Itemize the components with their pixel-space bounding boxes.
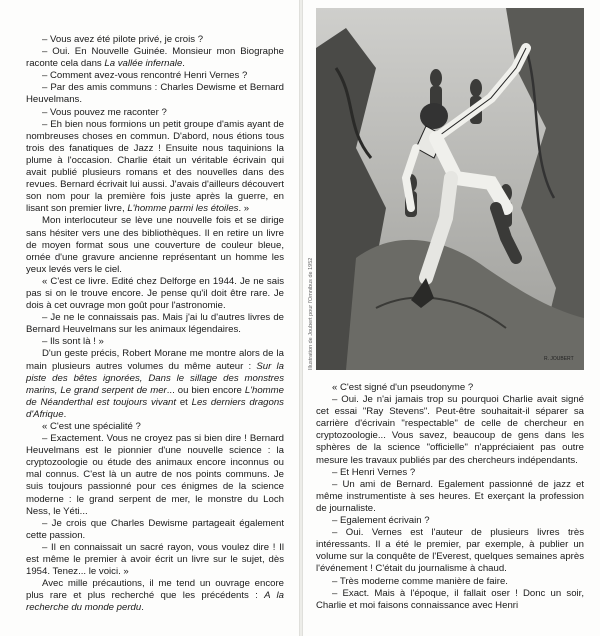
left-paragraph: – Eh bien nous formions un petit groupe d'amis ayant de nombreuses choses en commun. D'abord, nous étions tous trois des fanatiques de Jazz ! Ensuite nous taquinions la plume à l'occasion. Charlie était un véritable écrivain qui avait publié plusieurs romans et des nouvelles dans des revues. Bernard écrivait lui aussi. J'avais d'ailleurs découvert son nom pour la première fois juste après la guerre, en lisant son premier livre, L'homme parmi les étoiles. » xyxy=(26,118,285,215)
illustration xyxy=(316,8,584,370)
left-paragraph: – Oui. En Nouvelle Guinée. Monsieur mon Biographe raconte cela dans La vallée infernale. xyxy=(26,46,284,70)
left-paragraph: « C'est une spécialité ? xyxy=(42,421,141,432)
right-paragraph: – Exact. Mais à l'époque, il fallait oser ! Donc un soir, Charlie et moi faisons connaissance avec Henri xyxy=(316,587,584,611)
left-paragraph: – Je ne le connaissais pas. Mais j'ai lu d'autres livres de Bernard Heuvelmans sur les animaux légendaires. xyxy=(26,312,284,336)
right-paragraph: – Très moderne comme manière de faire. xyxy=(332,575,508,587)
left-page-text xyxy=(26,34,284,615)
right-paragraph: – Et Henri Vernes ? xyxy=(332,466,416,478)
right-paragraph: – Egalement écrivain ? xyxy=(332,515,430,527)
left-paragraph: D'un geste précis, Robert Morane me montre alors de la main plusieurs autres volumes du même auteur : Sur la piste des bêtes ignorées, Dans le sillage des monstres marins, Le grand serpent de mer... ou bien encore L'homme de Néanderthal est toujours vivant et Les derniers dragons d'Afrique. xyxy=(26,348,285,420)
climber-illustration xyxy=(316,8,584,370)
left-paragraph: « C'est ce livre. Edité chez Delforge en 1944. Je ne sais pas si on le trouve encore. Je pense qu'il doit être rare. Je dois à cet ouvrage mon goût pour l'astronomie. xyxy=(26,275,284,312)
left-paragraph: – Vous avez été pilote privé, je crois ? xyxy=(42,34,204,45)
left-paragraph: – Je crois que Charles Dewisme partageait également cette passion. xyxy=(26,517,284,541)
left-paragraph: – Ils sont là ! » xyxy=(42,336,104,348)
right-page-text xyxy=(316,382,584,612)
left-paragraph: – Comment avez-vous rencontré Henri Vernes ? xyxy=(42,70,248,82)
right-paragraph: « C'est signé d'un pseudonyme ? xyxy=(332,382,474,393)
left-paragraph: – Il en connaissait un sacré rayon, vous voulez dire ! Il est même le premier à avoir écrit un livre sur le sujet, dès 1954. Tenez... le voici. » xyxy=(26,541,284,578)
artist-signature: R. JOUBERT xyxy=(544,356,574,362)
left-paragraph: Mon interlocuteur se lève une nouvelle fois et se dirige sans hésiter vers une des bibliothèques. Il en retire un livre de moyen format sous une couverture de couleur bleue, ornée d'une gravure ancienne représentant un homme les yeux levés vers le ciel. xyxy=(26,215,284,275)
illustration-credit xyxy=(300,240,312,370)
right-paragraph: – Oui. Vernes est l'auteur de plusieurs livres très intéressants. Il a été le premier, par exemple, à publier un volume sur la conquête de l'Everest, quelques semaines après l'événement ! C'était du journalisme à chaud. xyxy=(316,527,584,575)
left-paragraph: – Exactement. Vous ne croyez pas si bien dire ! Bernard Heuvelmans est le pionnier d'une nouvelle science : la cryptozoologie ou étude des animaux encore inconnus ou mal connus. C'est là un autre de nos points communs. Je suis toujours passionné pour ces énigmes de la science moderne : le grand serpent de mer, le monstre du Loch Ness, le Yéti... xyxy=(26,433,284,517)
right-paragraph: – Oui. Je n'ai jamais trop su pourquoi Charlie avait signé cet essai "Ray Stevens". Peut-être souhaitait-il séparer sa carrière d'écrivain "respectable" de celle de chercheur en cryptozoologie... Vous savez, beaucoup de gens dans les sphères de la science "officielle" n'appréciaient pas outre mesure les travaux publiés par des chercheurs indépendants. xyxy=(316,394,584,466)
left-paragraph: Avec mille précautions, il me tend un ouvrage encore plus rare et plus recherché que les précédents : A la recherche du monde perdu. xyxy=(26,578,284,614)
left-paragraph: – Vous pouvez me raconter ? xyxy=(42,106,167,118)
right-paragraph: – Un ami de Bernard. Egalement passionné de jazz et même instrumentiste à ses heures. Et exerçant la profession de journaliste. xyxy=(316,478,584,514)
credit-text: Illustration de Joubert pour l'Omnibus de 1952 xyxy=(308,257,314,370)
left-paragraph: – Par des amis communs : Charles Dewisme et Bernard Heuvelmans. xyxy=(26,82,284,106)
